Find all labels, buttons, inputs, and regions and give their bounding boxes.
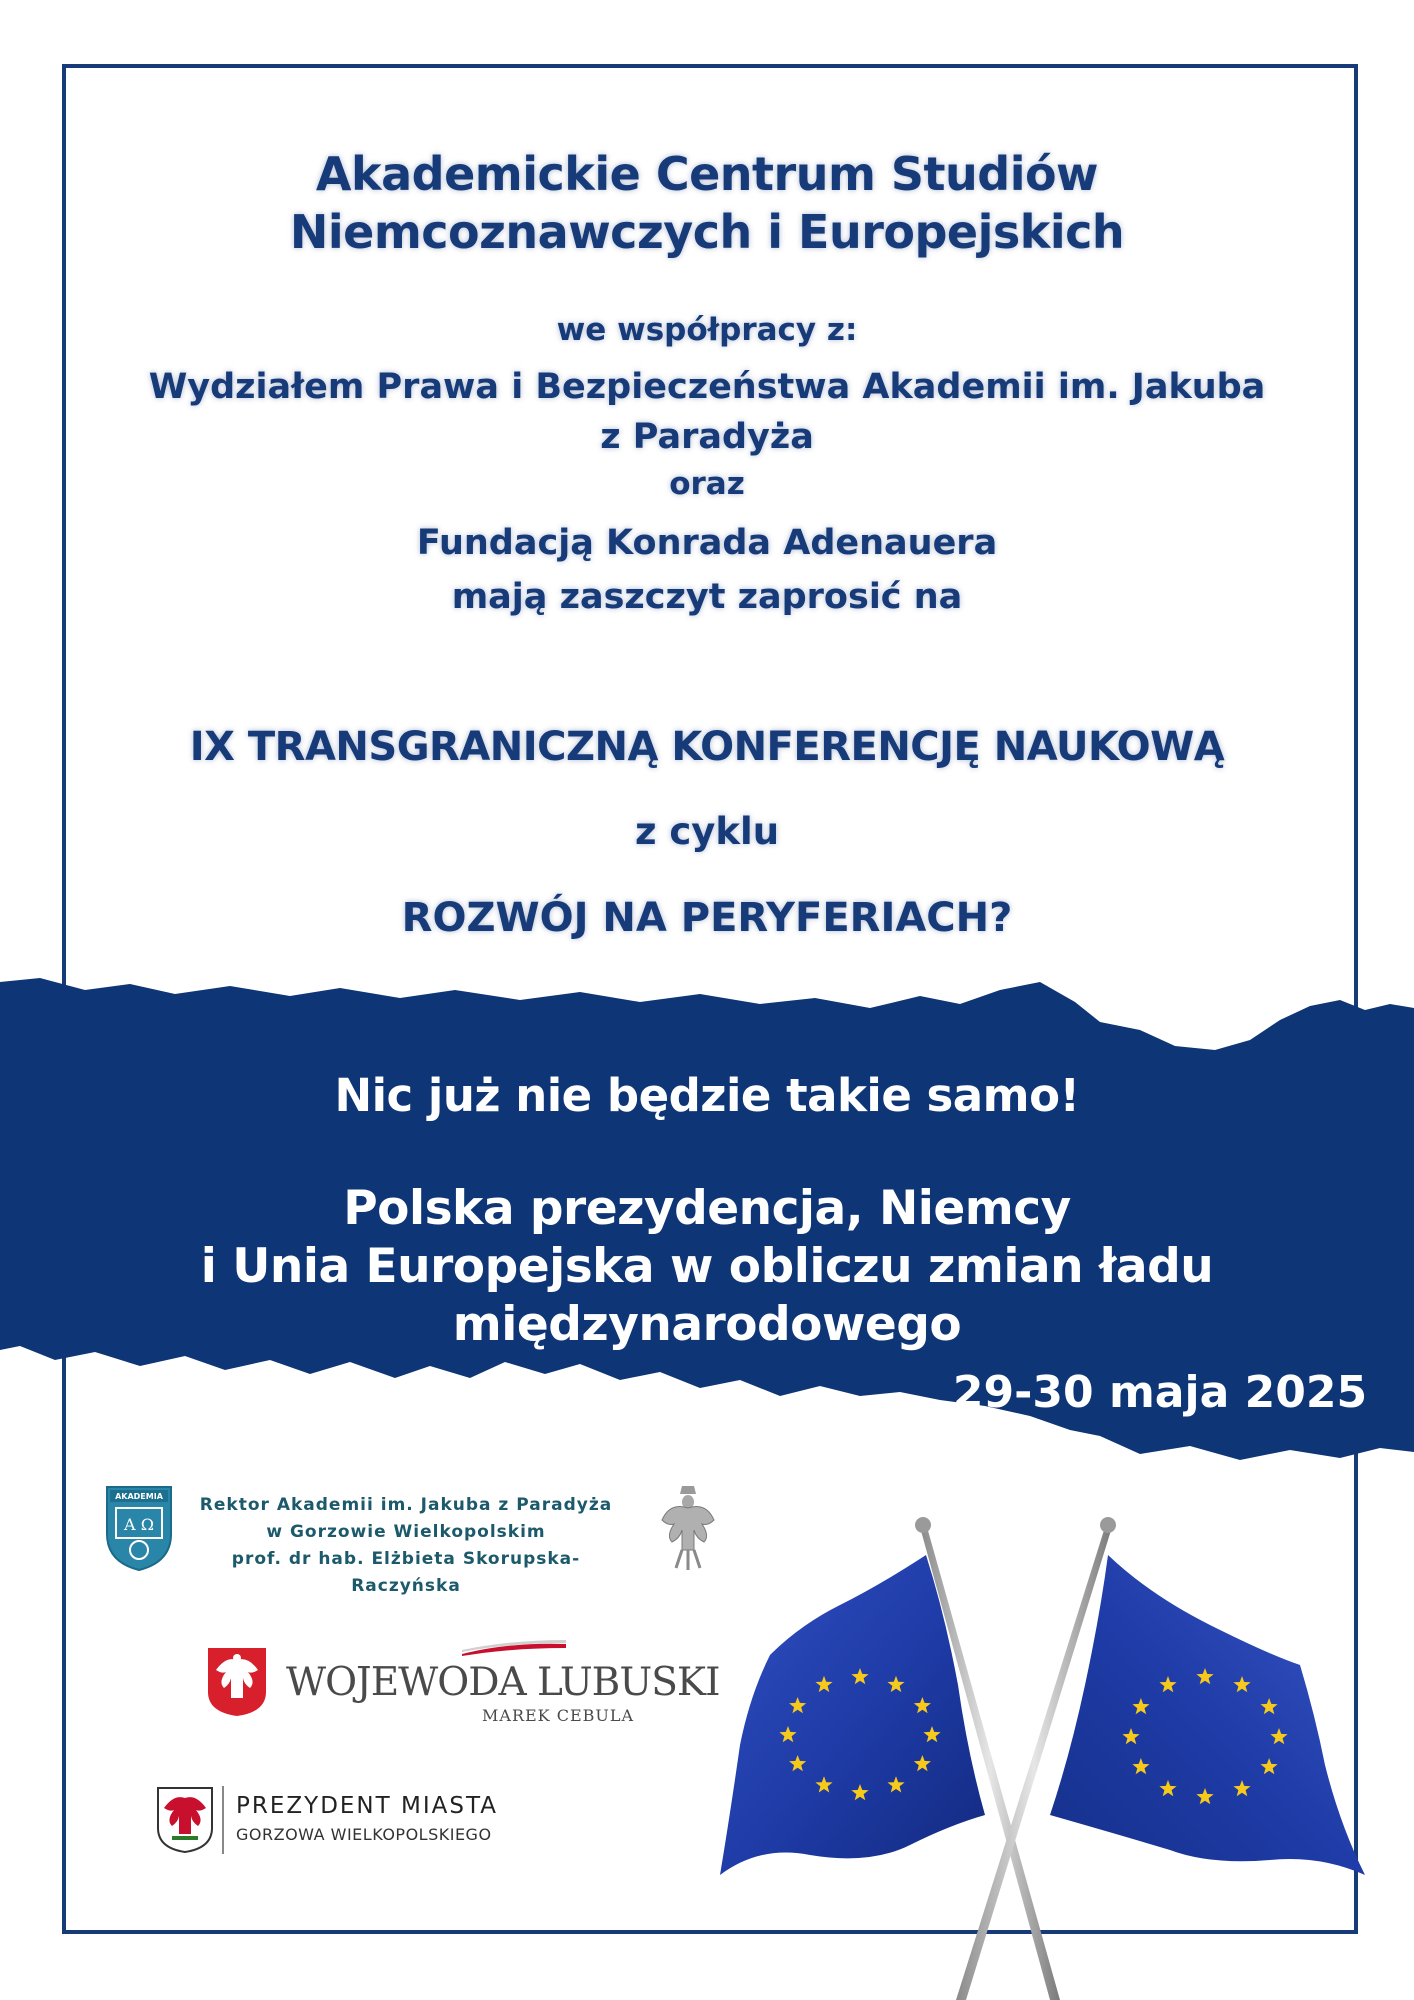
rektor-line3: prof. dr hab. Elżbieta Skorupska-Raczyńska [231,1549,581,1596]
organizer-title-line2: Niemcoznawczych i Europejskich [289,205,1125,259]
prezydent-title: PREZYDENT MIASTA [236,1793,498,1819]
conference-date: 29-30 maja 2025 [952,1367,1368,1418]
eu-flag-right-icon [1050,1555,1365,1875]
prezydent-divider [222,1786,224,1854]
gorzow-coat-of-arms-icon [156,1786,214,1854]
conjunction: oraz [669,466,745,502]
wojewoda-title: WOJEWODA LUBUSKI [286,1660,720,1705]
prezydent-city: GORZOWA WIELKOPOLSKIEGO [236,1825,492,1844]
partner1-line1: Wydziałem Prawa i Bezpieczeństwa Akademii im. Jakuba [148,367,1266,407]
banner-subtitle-line2: i Unia Europejska w obliczu zmian ładu [200,1239,1214,1294]
conference-name: IX TRANSGRANICZNĄ KONFERENCJĘ NAUKOWĄ [189,724,1225,770]
banner-slogan: Nic już nie będzie takie samo! [334,1069,1080,1122]
cooperation-block [0,308,1414,624]
svg-text:A Ω: A Ω [124,1515,154,1534]
invite-text: mają zaszczyt zaprosić na [451,577,963,617]
rektor-line2: w Gorzowie Wielkopolskim [266,1522,546,1542]
svg-text:AKADEMIA: AKADEMIA [115,1492,163,1501]
partner1-line2: z Paradyża [600,417,814,457]
poland-emblem-icon [206,1646,268,1718]
cycle-label: z cyklu [634,810,780,853]
banner-subtitle-line1: Polska prezydencja, Niemcy [343,1181,1071,1236]
organizer-title [0,145,1414,261]
cycle-name: ROZWÓJ NA PERYFERIACH? [401,895,1013,941]
banner-subtitle [0,1180,1414,1354]
wojewoda-flag-swoosh-icon [460,1640,570,1658]
banner-subtitle-line3: międzynarodowego [452,1297,962,1352]
organizer-title-line1: Akademickie Centrum Studiów [315,147,1099,201]
eu-flags-illustration [700,1515,1380,2000]
akademia-crest-icon [104,1484,174,1572]
partner2: Fundacją Konrada Adenauera [416,523,998,563]
wojewoda-person: MAREK CEBULA [482,1706,635,1725]
rektor-line1: Rektor Akademii im. Jakuba z Paradyża [199,1495,613,1515]
cooperation-intro: we współpracy z: [556,312,858,348]
rektor-patronage [186,1492,626,1600]
